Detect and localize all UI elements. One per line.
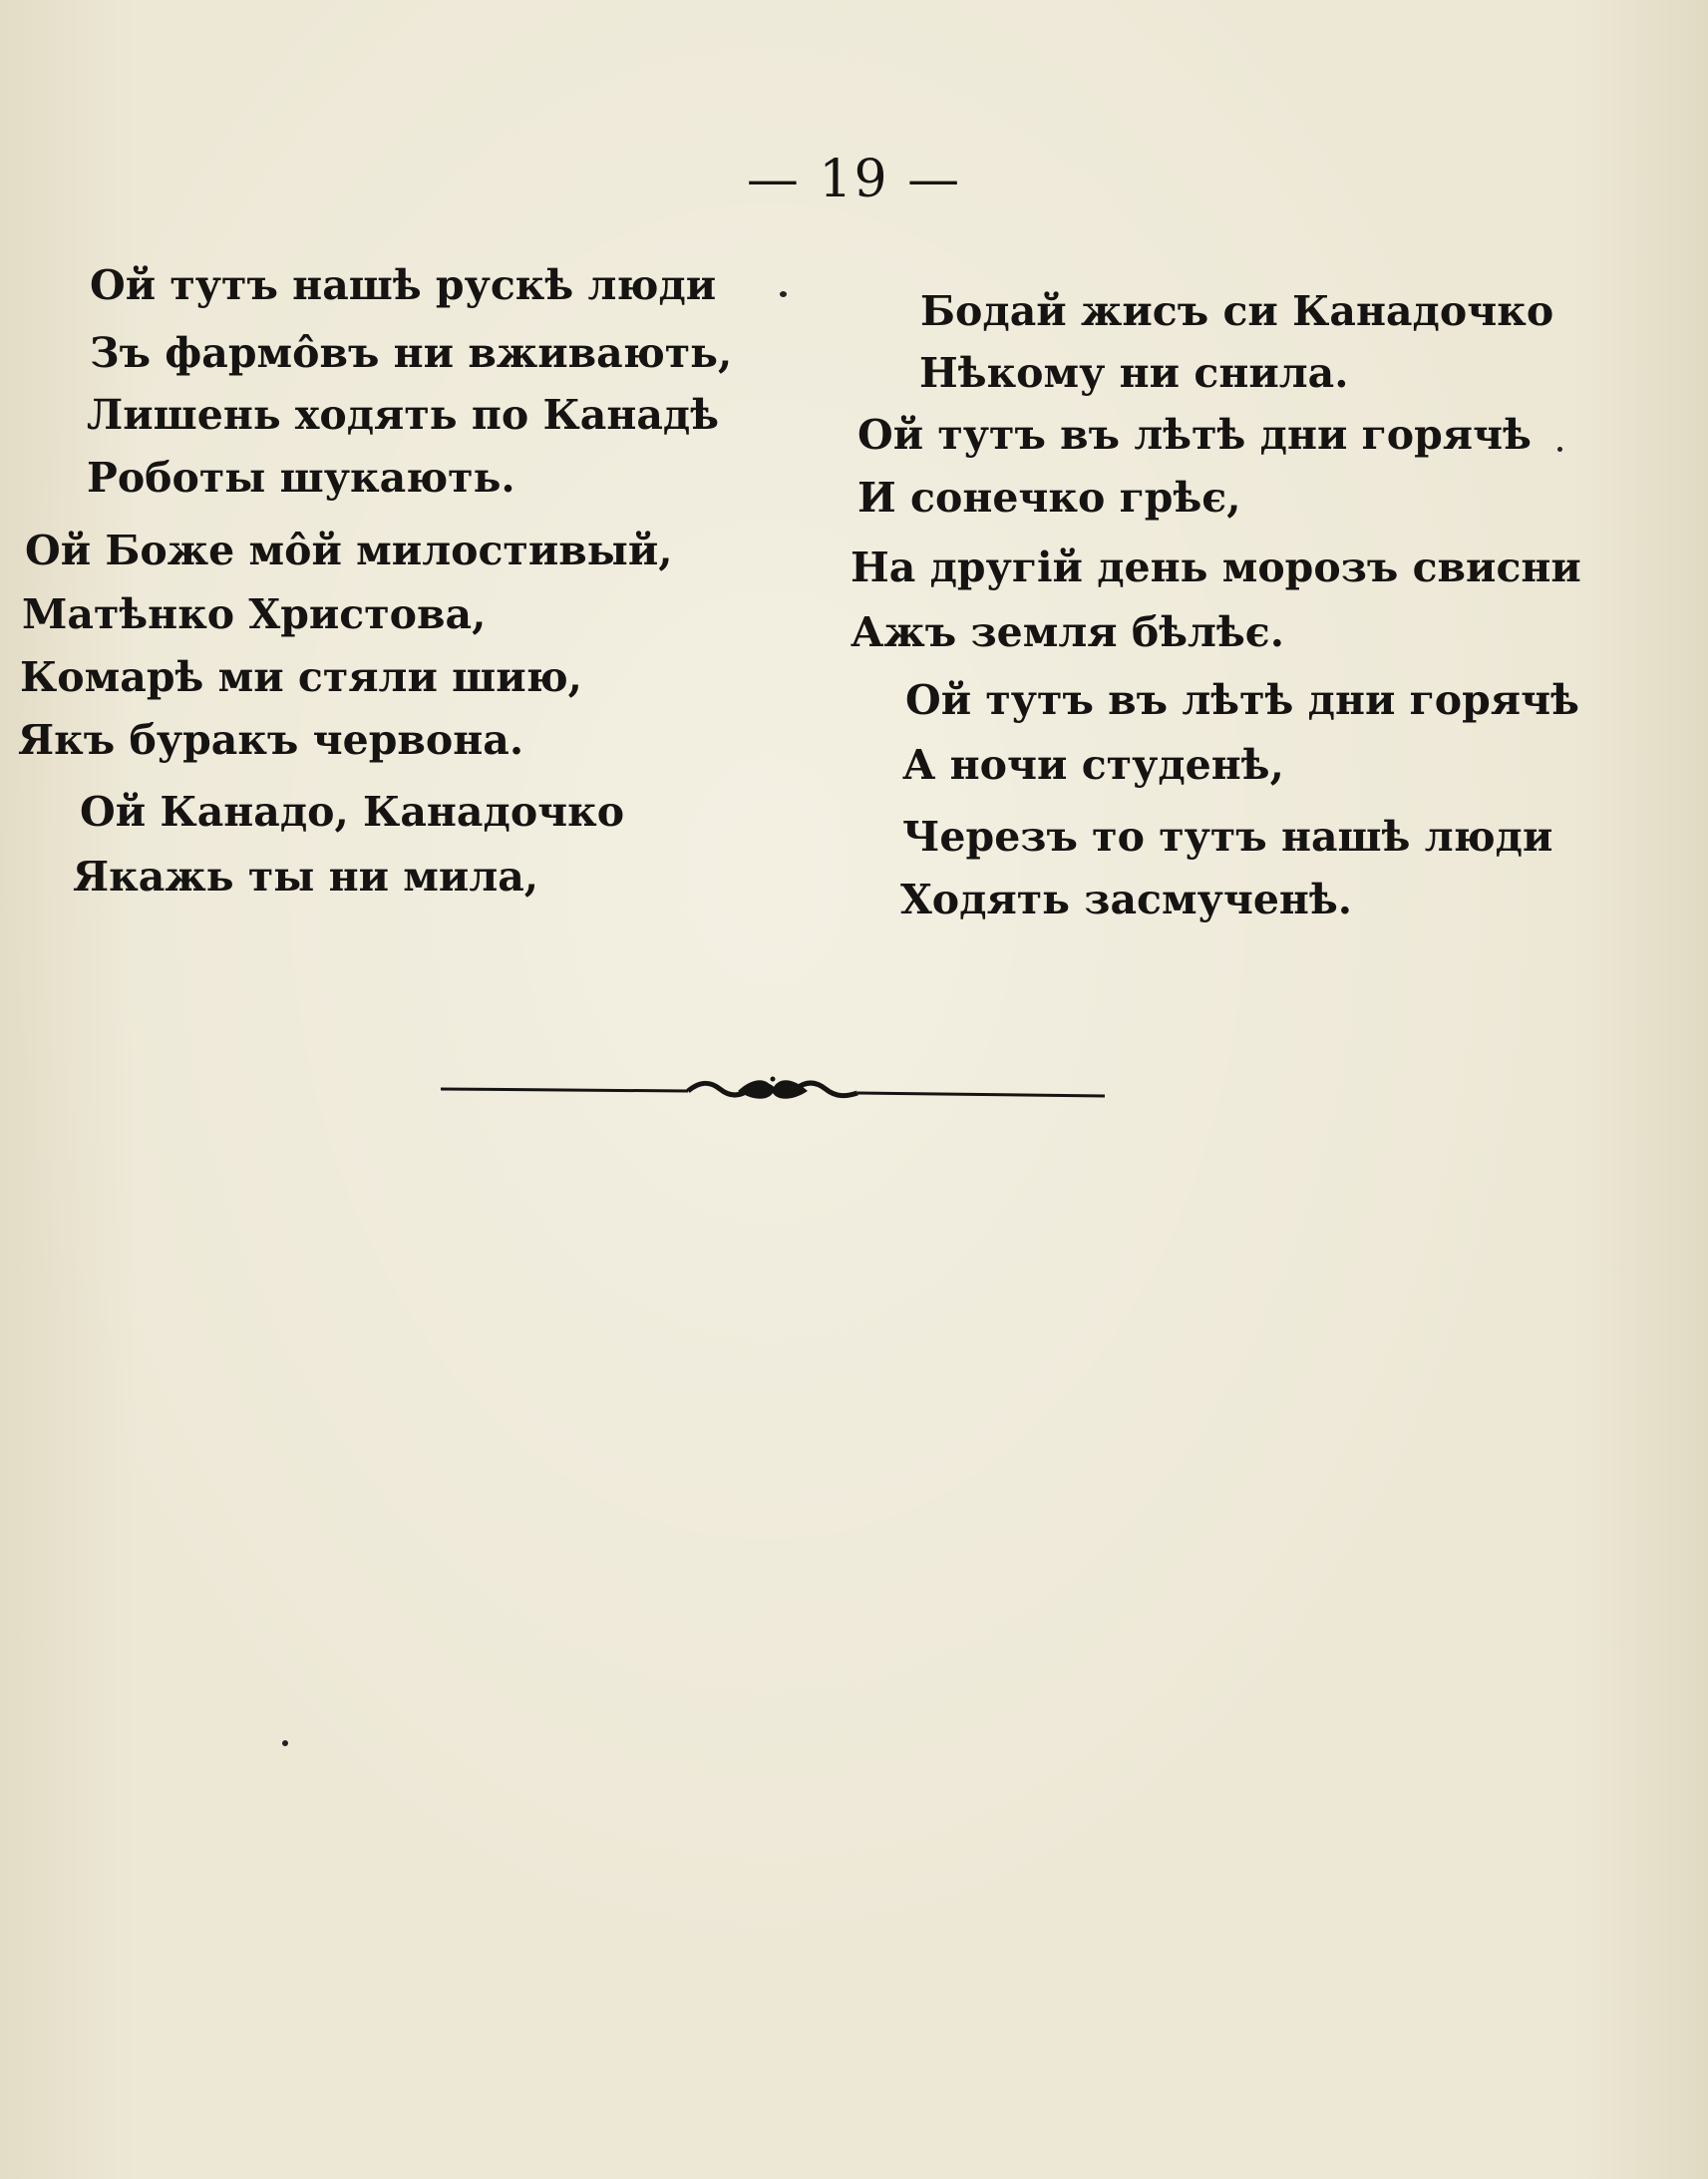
verse-line: Роботы шукають.	[87, 454, 515, 502]
verse-line: Лишень ходять по Канадѣ	[87, 391, 720, 439]
verse-line: Нѣкому ни снила.	[919, 349, 1349, 397]
verse-line: Ой Боже мôй милостивый,	[25, 527, 673, 574]
verse-line: Зъ фармôвъ ни вживають,	[90, 329, 733, 377]
verse-line: Ажъ земля бѣлѣє.	[851, 608, 1285, 656]
verse-line: Ходять засмученѣ.	[900, 876, 1353, 923]
verse-line: Черезъ то тутъ нашѣ люди	[902, 813, 1553, 861]
verse-line: Ой тутъ въ лѣтѣ дни горячѣ	[905, 676, 1579, 724]
verse-line: Матѣнко Христова,	[22, 590, 487, 638]
verse-line: Ой тутъ въ лѣтѣ дни горячѣ	[857, 411, 1532, 459]
verse-line: Ой тутъ нашѣ рускѣ люди	[90, 261, 717, 309]
verse-line: Якъ буракъ червона.	[18, 716, 524, 764]
verse-line: На другій день морозъ свисни	[851, 544, 1581, 591]
verse-line: И сонечко грѣє,	[857, 474, 1241, 522]
verse-line: Ой Канадо, Канадочко	[80, 788, 625, 836]
page-number: — 19 —	[746, 150, 962, 209]
print-speck	[282, 1740, 288, 1746]
rule-ornament	[439, 1067, 1107, 1117]
print-speck	[780, 291, 787, 297]
verse-line: Якажь ты ни мила,	[73, 853, 539, 901]
verse-line: А ночи студенѣ,	[902, 741, 1284, 789]
verse-line: Комарѣ ми стяли шию,	[20, 653, 582, 701]
verse-line: Бодай жисъ си Канадочко	[920, 287, 1554, 335]
print-speck	[1557, 447, 1562, 452]
